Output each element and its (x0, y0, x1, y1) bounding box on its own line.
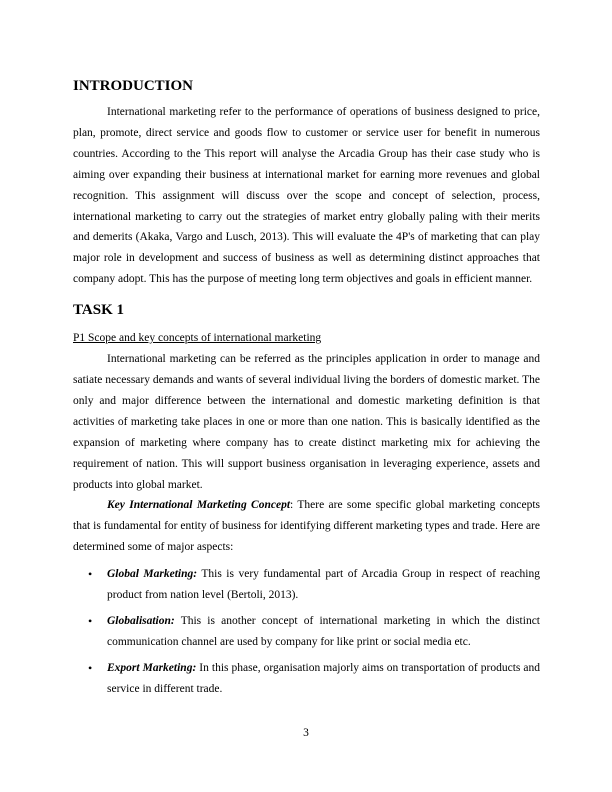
key-concept-text: : There are some specific global marketing concepts that is fundamental for entity of business for identifying different marketing types and trade. Here are determined some of major aspects: (73, 499, 540, 554)
bullet-text: This is another concept of international marketing in which the distinct communication channel are used by company for like print or social media etc. (107, 614, 540, 648)
bullet-term: Global Marketing: (107, 568, 198, 581)
bullet-icon: • (88, 567, 93, 582)
task1-subheading: P1 Scope and key concepts of international marketing (73, 332, 322, 345)
list-item (73, 658, 540, 700)
list-item (73, 564, 540, 606)
bullet-text: In this phase, organisation majorly aims on transportation of products and service in different trade. (107, 661, 540, 695)
task1-heading: TASK 1 (73, 302, 124, 319)
page-number: 3 (303, 727, 309, 739)
bullet-text: This is very fundamental part of Arcadia Group in respect of reaching product from nation level (Bertoli, 2013). (107, 568, 540, 602)
introduction-paragraph: International marketing refer to the performance of operations of business designed to price, plan, promote, direct service and goods flow to customer or service user for benefit in numerous countries. According to the This report will analyse the Arcadia Group has their case study who is aiming over expanding their business at international market for earning more revenues and global recognition. This assignment will discuss over the scope and concept of selection, process, international marketing to carry out the strategies of market entry globally paling with their merits and demerits (Akaka, Vargo and Lusch, 2013). This will evaluate the 4P's of marketing that can play major role in development and success of business as well as determining distinct approaches that company adopt. This has the purpose of meeting long term objectives and goals in efficient manner. (73, 106, 540, 286)
introduction-heading: INTRODUCTION (73, 78, 194, 94)
list-item (73, 611, 540, 653)
bullet-term: Export Marketing: (107, 661, 197, 674)
concept-list (73, 564, 540, 699)
bullet-icon: • (88, 613, 93, 628)
bullet-icon: • (88, 660, 93, 675)
bullet-term: Globalisation: (107, 614, 175, 627)
key-concept-term: Key International Marketing Concept (107, 499, 291, 512)
page-content (73, 76, 540, 705)
key-concept-paragraph (73, 495, 540, 558)
task1-paragraph: International marketing can be referred as the principles application in order to manage and satiate necessary demands and wants of several individual living the borders of domestic market. The only and major difference between the international and domestic marketing definition is that activities of marketing take places in one or more than one nation. This is basically identified as the expansion of marketing where company has to create distinct marketing mix for achieving the requirement of nation. This will support business organisation in leveraging experience, assets and products into global market. (73, 353, 540, 491)
